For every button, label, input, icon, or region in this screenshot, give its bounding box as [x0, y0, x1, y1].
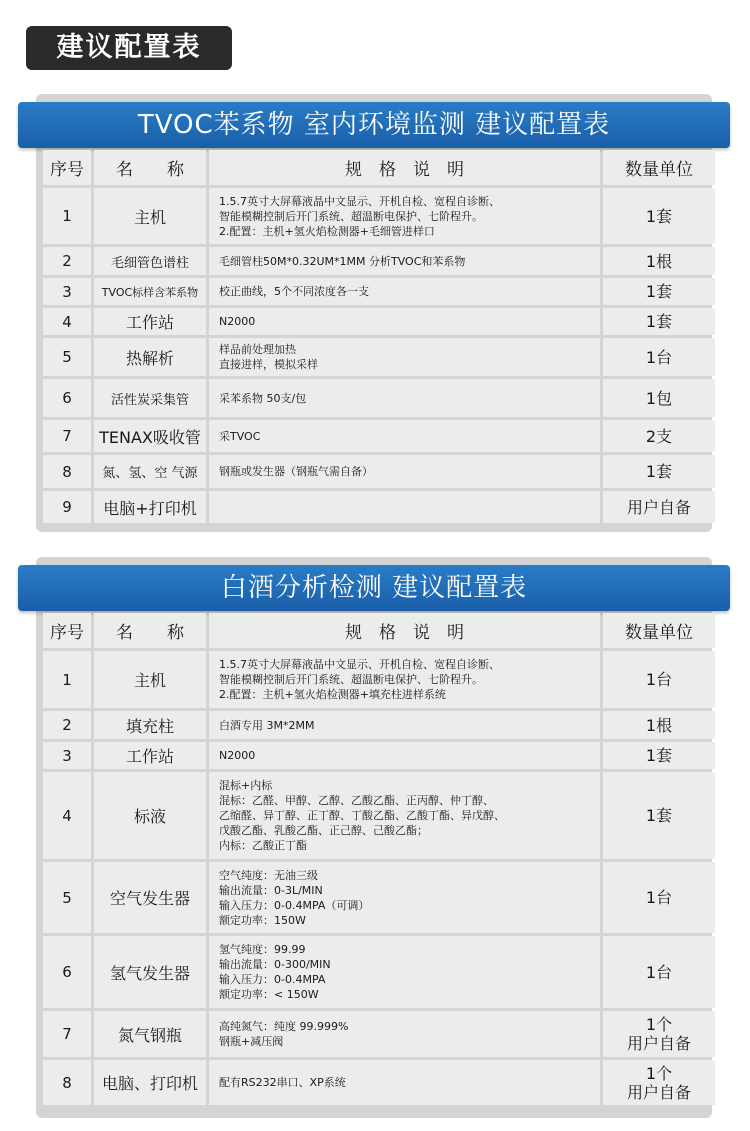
item-spec: [209, 338, 600, 376]
item-name: 电脑+打印机: [94, 491, 206, 523]
quantity-line: 1台: [645, 888, 673, 907]
item-spec: [209, 247, 600, 275]
item-quantity: [603, 742, 715, 769]
item-quantity: [603, 247, 715, 275]
row-number: 5: [43, 862, 91, 933]
spec-line: 配有RS232串口、XP系统: [219, 1076, 346, 1089]
item-quantity: [603, 772, 715, 859]
item-quantity: [603, 711, 715, 739]
quantity-line: 1台: [645, 347, 673, 367]
table-row: [43, 936, 715, 1008]
item-spec: [209, 455, 600, 488]
spec-line: 2.配置：主机+氢火焰检测器+毛细管进样口: [219, 224, 435, 238]
spec-line: 戊酸乙酯、乳酸乙酯、正己醇、己酸乙酯；: [219, 824, 428, 837]
item-quantity: [603, 651, 715, 708]
item-name: 空气发生器: [94, 862, 206, 933]
header-no: 序号: [43, 150, 91, 185]
quantity-line: 1套: [645, 746, 673, 765]
item-spec: [209, 1011, 600, 1057]
item-spec: [209, 711, 600, 739]
item-quantity: [603, 379, 715, 417]
spec-line: 直接进样，模拟采样: [219, 358, 318, 371]
item-name: 主机: [94, 188, 206, 244]
spec-line: 钢瓶或发生器（钢瓶气需自备）: [219, 465, 373, 478]
item-name: TVOC标样含苯系物: [94, 278, 206, 305]
row-number: 6: [43, 936, 91, 1008]
table-body-tvoc: [43, 188, 715, 523]
table-row: [43, 420, 715, 452]
spec-line: 校正曲线，5个不同浓度各一支: [219, 285, 369, 298]
row-number: 9: [43, 491, 91, 523]
section-title-tvoc: TVOC苯系物 室内环境监测 建议配置表: [18, 102, 730, 148]
item-quantity: [603, 936, 715, 1008]
spec-line: 乙缩醛、异丁醇、正丁醇、丁酸乙酯、乙酸丁酯、异戊醇、: [219, 809, 505, 822]
quantity-line: 1根: [645, 715, 673, 735]
item-spec: [209, 278, 600, 305]
row-number: 4: [43, 308, 91, 335]
quantity-line: 1根: [645, 251, 673, 271]
header-name: 名 称: [94, 613, 206, 648]
item-name: 填充柱: [94, 711, 206, 739]
table-row: [43, 188, 715, 244]
item-quantity: [603, 455, 715, 488]
spec-line: 输入压力：0-0.4MPA: [219, 973, 326, 986]
spec-line: 样品前处理加热: [219, 343, 296, 356]
item-spec: [209, 651, 600, 708]
spec-line: 白酒专用 3M*2MM: [219, 718, 315, 732]
row-number: 5: [43, 338, 91, 376]
table-row: [43, 711, 715, 739]
quantity-line: 1套: [645, 312, 673, 331]
item-quantity: [603, 278, 715, 305]
table-body-baijiu: [43, 651, 715, 1105]
spec-line: 输入压力：0-0.4MPA（可调）: [219, 898, 370, 912]
config-block-tvoc: [36, 94, 712, 532]
header-qty: 数量单位: [603, 150, 715, 185]
row-number: 8: [43, 455, 91, 488]
spec-line: N2000: [219, 315, 256, 328]
config-block-baijiu: [36, 557, 712, 1118]
item-quantity: [603, 420, 715, 452]
spec-line: 智能模糊控制后开门系统、超温断电保护、七阶程升。: [219, 209, 483, 223]
header-spec: 规 格 说 明: [209, 613, 600, 648]
quantity-line: 用户自备: [626, 497, 691, 517]
quantity-line: 用户自备: [626, 1082, 691, 1102]
item-name: 毛细管色谱柱: [94, 247, 206, 275]
item-name: 氢气发生器: [94, 936, 206, 1008]
table-row: [43, 278, 715, 305]
header-spec: 规 格 说 明: [209, 150, 600, 185]
page-tag: 建议配置表: [26, 26, 232, 70]
row-number: 1: [43, 188, 91, 244]
item-name: 氮、氢、空 气源: [94, 455, 206, 488]
header-qty: 数量单位: [603, 613, 715, 648]
spec-line: 2.配置：主机+氢火焰检测器+填充柱进样系统: [219, 688, 446, 701]
item-spec: [209, 936, 600, 1008]
item-name: 标液: [94, 772, 206, 859]
spec-line: 混标+内标: [219, 779, 273, 792]
spec-line: 毛细管柱50M*0.32UM*1MM 分析TVOC和苯系物: [219, 254, 466, 268]
item-quantity: [603, 308, 715, 335]
spec-line: N2000: [219, 749, 256, 762]
spec-line: 氢气纯度：99.99: [219, 943, 306, 956]
item-quantity: [603, 862, 715, 933]
spec-line: 1.5.7英寸大屏幕液晶中文显示、开机自检、宽程自诊断、: [219, 658, 500, 671]
table-row: [43, 379, 715, 417]
quantity-line: 1套: [645, 462, 673, 481]
row-number: 3: [43, 742, 91, 769]
quantity-line: 1套: [645, 282, 673, 301]
spec-line: 智能模糊控制后开门系统、超温断电保护、七阶程升。: [219, 673, 483, 686]
row-number: 1: [43, 651, 91, 708]
quantity-line: 2支: [645, 426, 673, 446]
item-name: TENAX吸收管: [94, 420, 206, 452]
spec-line: 内标：乙酸正丁酯: [219, 839, 307, 852]
table-row: [43, 338, 715, 376]
quantity-line: 1套: [645, 806, 673, 825]
spec-line: 1.5.7英寸大屏幕液晶中文显示、开机自检、宽程自诊断、: [219, 194, 500, 208]
spec-line: 钢瓶+减压阀: [219, 1035, 284, 1048]
item-spec: [209, 420, 600, 452]
item-name: 工作站: [94, 308, 206, 335]
spec-line: 采TVOC: [219, 429, 261, 443]
table-row: [43, 862, 715, 933]
row-number: 7: [43, 420, 91, 452]
table-row: [43, 247, 715, 275]
row-number: 8: [43, 1060, 91, 1105]
item-name: 热解析: [94, 338, 206, 376]
row-number: 6: [43, 379, 91, 417]
item-quantity: [603, 188, 715, 244]
item-spec: [209, 742, 600, 769]
item-name: 主机: [94, 651, 206, 708]
quantity-line: 1套: [645, 206, 673, 226]
item-spec: [209, 188, 600, 244]
section-title-baijiu: 白酒分析检测 建议配置表: [18, 565, 730, 611]
config-table-baijiu: [40, 610, 718, 1108]
item-spec: [209, 379, 600, 417]
item-quantity: [603, 491, 715, 523]
quantity-line: 1包: [645, 388, 673, 408]
table-row: [43, 651, 715, 708]
table-row: [43, 772, 715, 859]
table-row: [43, 1011, 715, 1057]
row-number: 2: [43, 711, 91, 739]
quantity-line: 1个: [645, 1063, 673, 1083]
spec-line: 空气纯度：无油三级: [219, 868, 318, 882]
item-spec: [209, 1060, 600, 1105]
quantity-line: 1台: [645, 670, 673, 689]
item-quantity: [603, 1011, 715, 1057]
row-number: 2: [43, 247, 91, 275]
table-header-row: [43, 150, 715, 185]
spec-line: 采苯系物 50支/包: [219, 391, 307, 405]
item-name: 电脑、打印机: [94, 1060, 206, 1105]
table-row: [43, 1060, 715, 1105]
item-spec: [209, 772, 600, 859]
item-name: 工作站: [94, 742, 206, 769]
item-name: 活性炭采集管: [94, 379, 206, 417]
item-quantity: [603, 1060, 715, 1105]
spec-line: 额定功率：< 150W: [219, 988, 319, 1001]
table-row: [43, 308, 715, 335]
row-number: 4: [43, 772, 91, 859]
quantity-line: 用户自备: [626, 1034, 691, 1053]
item-spec: [209, 862, 600, 933]
spec-line: 高纯氮气：纯度 99.999%: [219, 1020, 349, 1033]
table-row: [43, 742, 715, 769]
quantity-line: 1个: [645, 1015, 673, 1034]
header-no: 序号: [43, 613, 91, 648]
spec-line: 输出流量：0-300/MIN: [219, 958, 331, 971]
row-number: 3: [43, 278, 91, 305]
spec-line: 输出流量：0-3L/MIN: [219, 883, 323, 897]
header-name: 名 称: [94, 150, 206, 185]
config-table-tvoc: [40, 147, 718, 526]
table-row: [43, 455, 715, 488]
item-spec: [209, 491, 600, 523]
row-number: 7: [43, 1011, 91, 1057]
item-spec: [209, 308, 600, 335]
item-quantity: [603, 338, 715, 376]
spec-line: 混标：乙醛、甲醇、乙醇、乙酸乙酯、正丙醇、仲丁醇、: [219, 794, 494, 807]
table-row: [43, 491, 715, 523]
table-header-row: [43, 613, 715, 648]
quantity-line: 1台: [645, 962, 673, 982]
item-name: 氮气钢瓶: [94, 1011, 206, 1057]
spec-line: 额定功率：150W: [219, 913, 306, 927]
